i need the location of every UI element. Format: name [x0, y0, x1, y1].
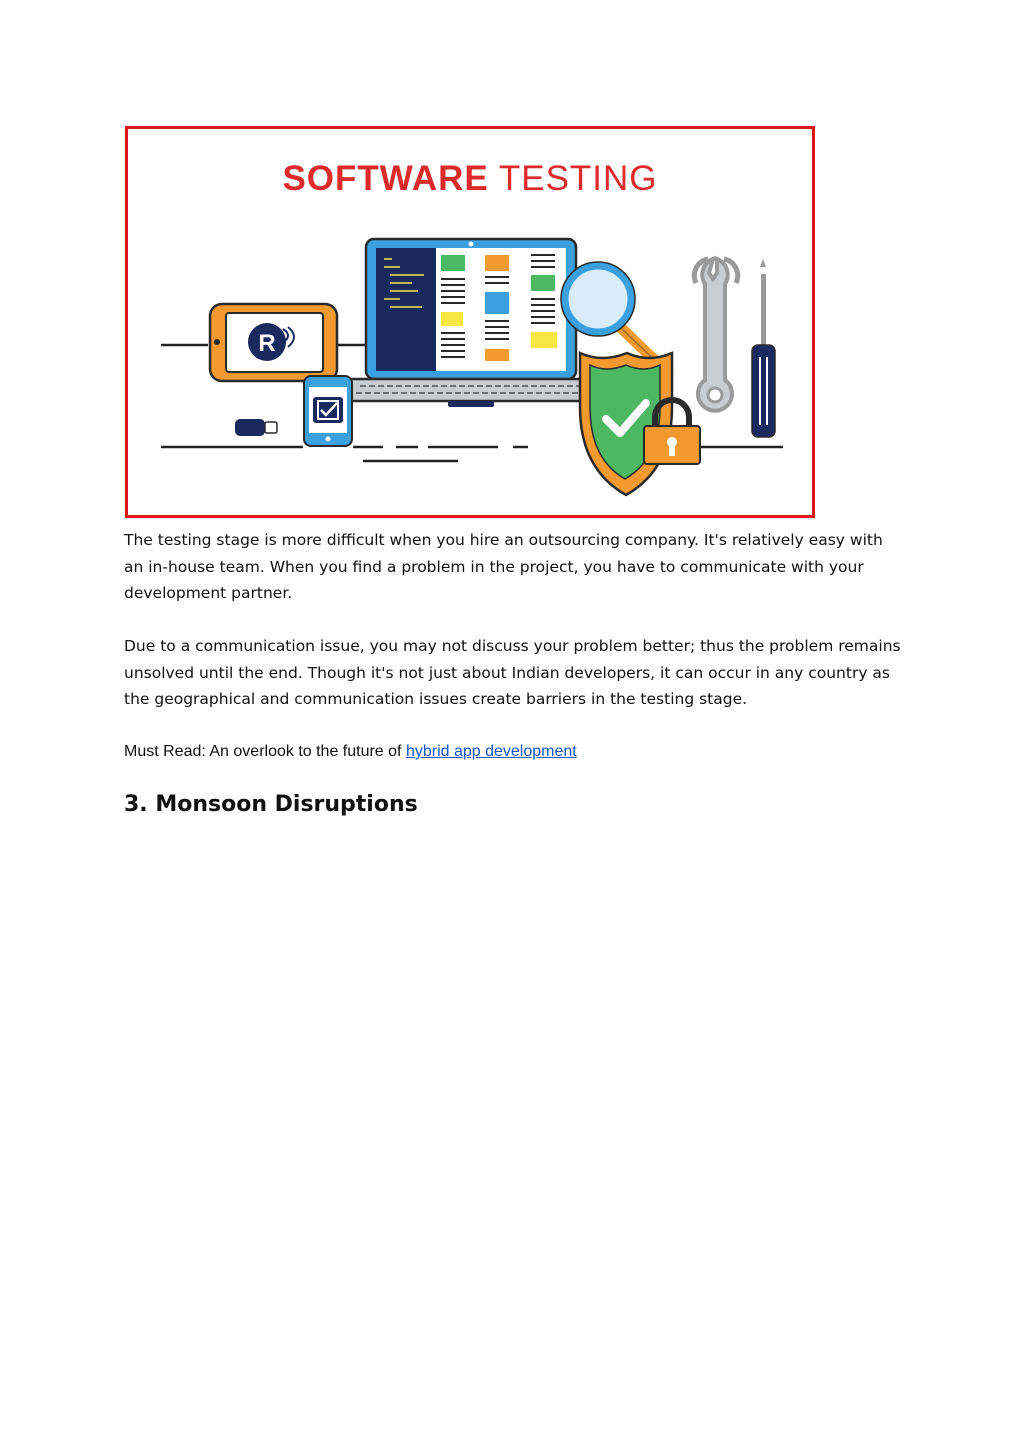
paragraph-testing-difficulty: The testing stage is more difficult when you hire an outsourcing company. It's relatively easy with an in-house team. When you find a problem in the project, you have to communicate with your development partner. — [124, 531, 883, 602]
tablet-icon — [210, 304, 337, 381]
phone-checkbox-icon — [304, 376, 352, 446]
section-heading-monsoon: 3. Monsoon Disruptions — [124, 792, 418, 817]
illustration-title — [128, 159, 812, 199]
screwdriver-icon — [752, 259, 775, 437]
illustration-title-regular: TESTING — [498, 159, 658, 198]
brand-logo-letter: R — [258, 330, 276, 357]
software-testing-illustration — [125, 126, 815, 518]
must-read-prefix: Must Read: An overlook to the future of — [124, 743, 406, 760]
illustration-title-bold: SOFTWARE — [282, 159, 489, 198]
usb-drive-icon — [235, 419, 277, 436]
must-read-line — [124, 740, 577, 764]
paragraph-communication-issue: Due to a communication issue, you may not discuss your problem better; thus the problem remains unsolved until the end. Though it's not just about Indian developers, it can occur in any country as the geographical and communication issues create barriers in the testing stage. — [124, 637, 901, 708]
wrench-icon — [694, 259, 737, 411]
hybrid-app-development-link[interactable]: hybrid app development — [405, 743, 577, 760]
laptop-icon — [340, 239, 602, 407]
shield-check-icon — [580, 353, 672, 495]
